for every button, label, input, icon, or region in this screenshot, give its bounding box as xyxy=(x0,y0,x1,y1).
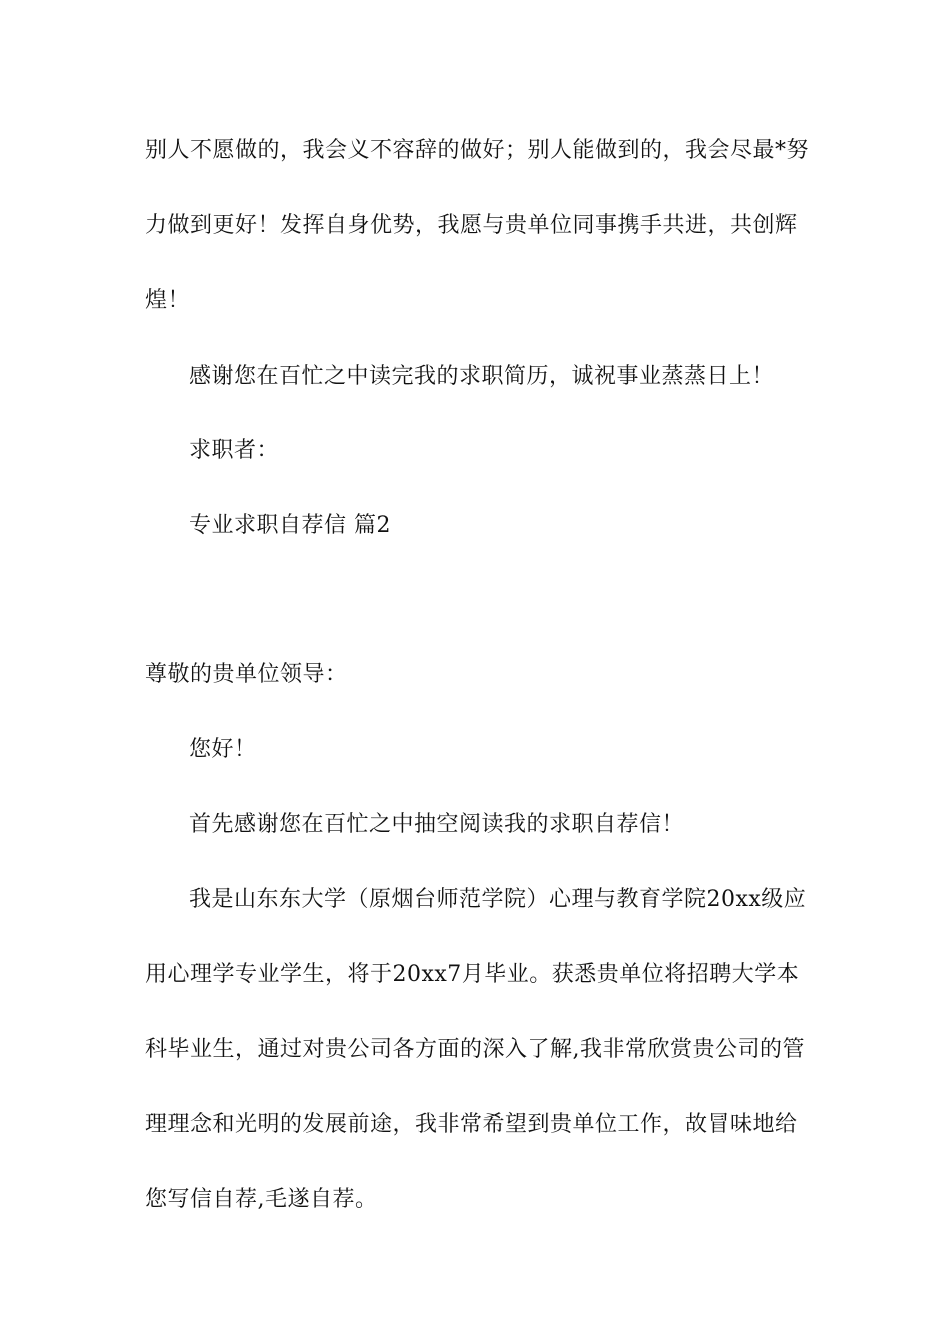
paragraph-line: 首先感谢您在百忙之中抽空阅读我的求职自荐信！ xyxy=(189,812,685,837)
paragraph-line: 您写信自荐,毛遂自荐。 xyxy=(145,1187,378,1212)
section-heading: 专业求职自荐信 篇2 xyxy=(189,513,391,538)
paragraph-line: 科毕业生，通过对贵公司各方面的深入了解,我非常欣赏贵公司的管 xyxy=(145,1037,805,1062)
paragraph-line: 感谢您在百忙之中读完我的求职简历，诚祝事业蒸蒸日上！ xyxy=(189,364,775,389)
paragraph-line: 力做到更好！发挥自身优势，我愿与贵单位同事携手共进，共创辉 xyxy=(145,213,798,238)
greeting: 您好！ xyxy=(189,737,257,762)
salutation: 尊敬的贵单位领导： xyxy=(145,662,348,687)
paragraph-line: 煌！ xyxy=(145,288,191,313)
paragraph-line: 理理念和光明的发展前途，我非常希望到贵单位工作，故冒味地给 xyxy=(145,1112,798,1137)
signature-label: 求职者： xyxy=(189,438,280,463)
paragraph-line: 别人不愿做的，我会义不容辞的做好；别人能做到的，我会尽最*努 xyxy=(145,138,810,163)
paragraph-line: 用心理学专业学生，将于20xx7月毕业。获悉贵单位将招聘大学本 xyxy=(145,962,800,987)
paragraph-line: 我是山东东大学（原烟台师范学院）心理与教育学院20xx级应 xyxy=(189,887,807,912)
